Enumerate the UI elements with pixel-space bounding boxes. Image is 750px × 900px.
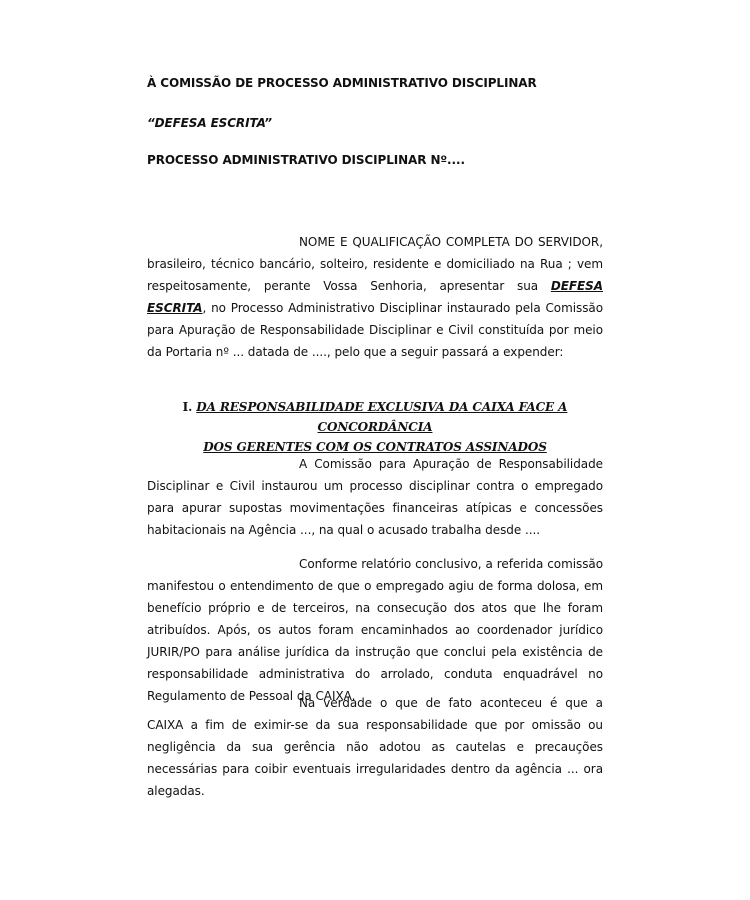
section-1-paragraph-2: Conforme relatório conclusivo, a referida comissão manifestou o entendimento de que o empregado agiu de forma dolosa, em benefício próprio e de terceiros, na consecução dos atos que lhe foram atribuídos. Após, os autos foram encaminhados ao coordenador jurídico JURIR/PO para análise jurídica da instrução que conclui pela existência de responsabilidade administrativa do arrolado, conduta enquadrável no Regulamento de Pessoal da CAIXA.	[147, 557, 603, 703]
section-1-paragraph-3: Na verdade o que de fato aconteceu é que a CAIXA a fim de eximir-se da sua responsabilidade que por omissão ou negligência da sua gerência não adotou as cautelas e precauções necessárias para coibir eventuais irregularidades dentro da agência ... ora alegadas.	[147, 696, 603, 798]
section-1-body	[147, 453, 603, 541]
section-1-body-3	[147, 692, 603, 802]
section-1-body-2	[147, 553, 603, 707]
intro-paragraph	[147, 231, 603, 363]
section-1-title-text2: DOS GERENTES COM OS CONTRATOS ASSINADOS	[203, 440, 547, 454]
section-1-number: I.	[182, 400, 193, 414]
addressee-heading: À COMISSÃO DE PROCESSO ADMINISTRATIVO DISCIPLINAR	[147, 76, 537, 90]
section-1-title	[147, 397, 603, 457]
process-number-heading: PROCESSO ADMINISTRATIVO DISCIPLINAR Nº....	[147, 153, 465, 167]
intro-text-part1: NOME E QUALIFICAÇÃO COMPLETA DO SERVIDOR, brasileiro, técnico bancário, solteiro, residente e domiciliado na Rua ; vem respeitosamente, perante Vossa Senhoria, apresentar sua	[147, 235, 603, 293]
section-1-paragraph-1: A Comissão para Apuração de Responsabilidade Disciplinar e Civil instaurou um processo disciplinar contra o empregado para apurar supostas movimentações financeiras atípicas e concessões habitacionais na Agência ..., na qual o acusado trabalha desde ....	[147, 457, 603, 537]
intro-text-part2: , no Processo Administrativo Disciplinar instaurado pela Comissão para Apuração de Responsabilidade Disciplinar e Civil constituída por meio da Portaria nº ... datada de ...., pelo que a seguir passará a expender:	[147, 301, 603, 359]
defesa-escrita-emphasis: DEFESA ESCRITA	[147, 279, 603, 315]
section-1-title-text1: DA RESPONSABILIDADE EXCLUSIVA DA CAIXA FACE A CONCORDÂNCIA	[196, 400, 568, 434]
section-1-title-line1	[147, 397, 603, 437]
document-type-heading: “DEFESA ESCRITA”	[147, 116, 272, 130]
intro-block	[147, 231, 603, 363]
